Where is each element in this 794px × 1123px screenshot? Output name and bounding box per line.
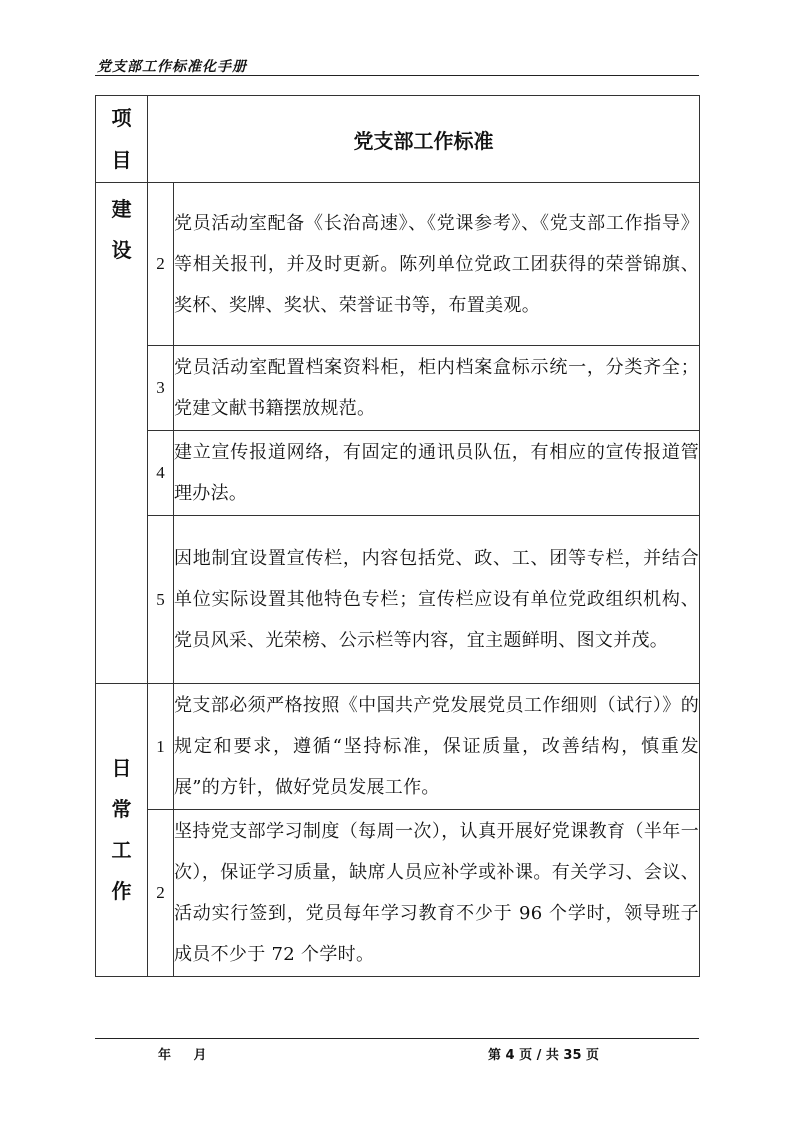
footer-date: 年 月 xyxy=(158,1048,207,1063)
section-category-construction xyxy=(96,183,148,684)
row-text: 因地制宜设置宣传栏，内容包括党、政、工、团等专栏，并结合单位实际设置其他特色专栏；宣传栏应设有单位党政组织机构、党员风采、光荣榜、公示栏等内容，宜主题鲜明、图文并茂。 xyxy=(174,516,700,684)
footer-rule xyxy=(95,1038,699,1039)
row-number: 1 xyxy=(148,684,174,810)
table-row xyxy=(96,810,700,977)
standards-table xyxy=(95,95,700,977)
row-text: 建立宣传报道网络，有固定的通讯员队伍，有相应的宣传报道管理办法。 xyxy=(174,431,700,516)
header-title: 党支部工作标准化手册 xyxy=(97,59,247,75)
row-text: 坚持党支部学习制度（每周一次），认真开展好党课教育（半年一次），保证学习质量，缺席人员应补学或补课。有关学习、会议、活动实行签到，党员每年学习教育不少于 96 个学时，领导班子成员不少于 72 个学时。 xyxy=(174,810,700,977)
row-number: 5 xyxy=(148,516,174,684)
row-text: 党支部必须严格按照《中国共产党发展党员工作细则（试行）》的规定和要求，遵循“坚持标准，保证质量，改善结构，慎重发展”的方针，做好党员发展工作。 xyxy=(174,684,700,810)
section-category-label: 建 设 xyxy=(111,197,132,262)
column-header-standard: 党支部工作标准 xyxy=(148,96,700,183)
table-row xyxy=(96,684,700,810)
row-number: 4 xyxy=(148,431,174,516)
table-row xyxy=(96,431,700,516)
header-rule xyxy=(95,75,699,76)
footer-page-number: 第 4 页 / 共 35 页 xyxy=(488,1048,600,1063)
row-text: 党员活动室配置档案资料柜，柜内档案盒标示统一，分类齐全；党建文献书籍摆放规范。 xyxy=(174,346,700,431)
table-row xyxy=(96,183,700,346)
section-category-daily-work xyxy=(96,684,148,977)
column-header-category-text: 项 目 xyxy=(111,106,132,172)
row-number: 3 xyxy=(148,346,174,431)
table-row xyxy=(96,516,700,684)
column-header-category xyxy=(96,96,148,183)
row-number: 2 xyxy=(148,183,174,346)
table-row xyxy=(96,346,700,431)
table-header-row xyxy=(96,96,700,183)
section-category-label: 日 常 工 作 xyxy=(111,756,132,903)
row-number: 2 xyxy=(148,810,174,977)
row-text: 党员活动室配备《长治高速》、《党课参考》、《党支部工作指导》等相关报刊，并及时更新。陈列单位党政工团获得的荣誉锦旗、奖杯、奖牌、奖状、荣誉证书等，布置美观。 xyxy=(174,183,700,346)
